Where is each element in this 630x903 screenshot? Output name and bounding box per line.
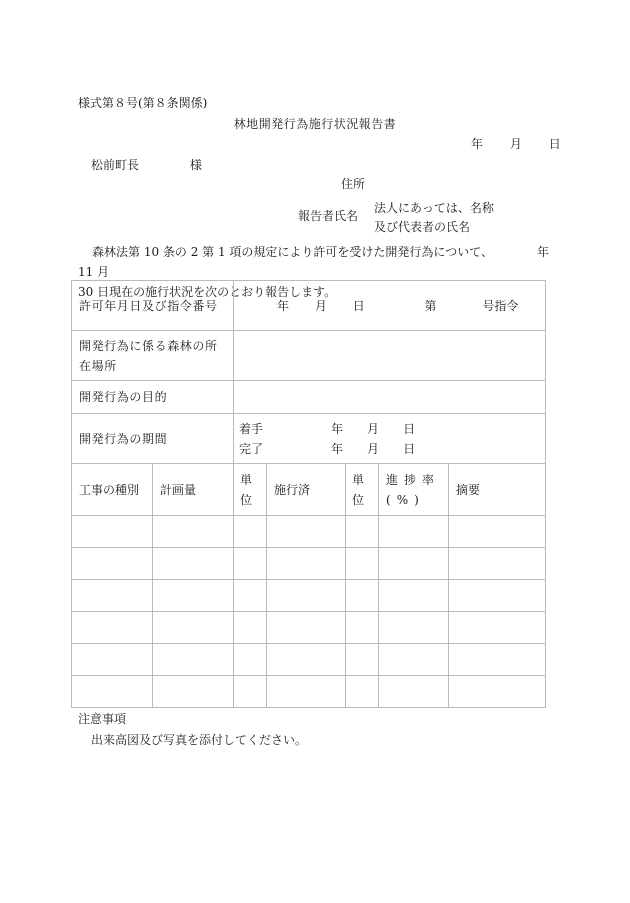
- notes-text: 出来高図及び写真を添付してください。: [91, 733, 308, 747]
- work-cell[interactable]: [234, 580, 267, 612]
- report-table: [71, 280, 546, 708]
- work-cell[interactable]: [153, 580, 234, 612]
- start-day-label: 日: [403, 421, 416, 436]
- start-year-label: 年: [331, 421, 344, 436]
- period-label: 開発行為の期間: [72, 414, 234, 464]
- permit-dai-label: 第: [424, 298, 437, 313]
- location-value-cell[interactable]: [234, 331, 546, 381]
- work-cell[interactable]: [234, 644, 267, 676]
- work-type-header: 工事の種別: [72, 464, 153, 516]
- corporation-note: 法人にあっては、名称及び代表者の氏名: [374, 201, 494, 234]
- work-cell[interactable]: [72, 612, 153, 644]
- work-cell[interactable]: [379, 676, 449, 708]
- purpose-row: [72, 381, 546, 414]
- work-cell[interactable]: [153, 612, 234, 644]
- date-year-label: 年: [471, 137, 484, 151]
- work-cell[interactable]: [234, 516, 267, 548]
- work-cell[interactable]: [346, 580, 379, 612]
- statement-line-2: 30 日現在の施行状況を次のとおり報告します。: [78, 285, 337, 299]
- document-title: 林地開発行為施行状況報告書: [233, 117, 397, 131]
- permit-day-label: 日: [352, 298, 365, 313]
- period-value-cell[interactable]: [234, 414, 546, 464]
- work-row: [72, 580, 546, 612]
- work-cell[interactable]: [379, 644, 449, 676]
- work-cell[interactable]: [379, 548, 449, 580]
- work-cell[interactable]: [379, 516, 449, 548]
- work-cell[interactable]: [267, 548, 346, 580]
- purpose-label: 開発行為の目的: [72, 381, 234, 414]
- work-header-row: [72, 464, 546, 516]
- work-cell[interactable]: [449, 516, 546, 548]
- work-cell[interactable]: [267, 644, 346, 676]
- permit-value-cell[interactable]: [234, 281, 546, 331]
- work-cell[interactable]: [72, 644, 153, 676]
- work-cell[interactable]: [153, 676, 234, 708]
- end-label: 完了: [239, 441, 264, 456]
- unit-header-1: 単位: [234, 464, 267, 516]
- form-number: 様式第８号(第８条関係): [78, 96, 208, 110]
- work-cell[interactable]: [346, 548, 379, 580]
- location-label: 開発行為に係る森林の所在場所: [72, 331, 234, 381]
- date-month-label: 月: [509, 137, 522, 151]
- work-row: [72, 676, 546, 708]
- work-row: [72, 644, 546, 676]
- purpose-value-cell[interactable]: [234, 381, 546, 414]
- completed-header: 施行済: [267, 464, 346, 516]
- work-row: [72, 516, 546, 548]
- planned-amount-header: 計画量: [153, 464, 234, 516]
- work-row: [72, 612, 546, 644]
- period-row: [72, 414, 546, 464]
- work-cell[interactable]: [234, 676, 267, 708]
- period-start: [239, 419, 538, 439]
- work-cell[interactable]: [72, 580, 153, 612]
- work-cell[interactable]: [346, 516, 379, 548]
- work-cell[interactable]: [267, 580, 346, 612]
- work-cell[interactable]: [72, 548, 153, 580]
- statement-line-1-tail: 年 11 月: [78, 245, 549, 279]
- work-cell[interactable]: [449, 548, 546, 580]
- work-cell[interactable]: [379, 580, 449, 612]
- work-cell[interactable]: [72, 516, 153, 548]
- report-date: [471, 138, 561, 150]
- work-cell[interactable]: [267, 676, 346, 708]
- work-cell[interactable]: [449, 612, 546, 644]
- permit-row: [72, 281, 546, 331]
- permit-month-label: 月: [314, 298, 327, 313]
- permit-year-label: 年: [277, 298, 290, 313]
- work-cell[interactable]: [234, 612, 267, 644]
- unit-header-2: 単位: [346, 464, 379, 516]
- work-cell[interactable]: [72, 676, 153, 708]
- work-cell[interactable]: [346, 676, 379, 708]
- work-cell[interactable]: [346, 612, 379, 644]
- remarks-header: 摘要: [449, 464, 546, 516]
- work-cell[interactable]: [234, 548, 267, 580]
- work-row: [72, 548, 546, 580]
- work-cell[interactable]: [267, 612, 346, 644]
- work-cell[interactable]: [153, 548, 234, 580]
- end-year-label: 年: [331, 441, 344, 456]
- notes-title: 注意事項: [78, 712, 127, 726]
- period-end: [239, 439, 538, 459]
- location-row: [72, 331, 546, 381]
- work-cell[interactable]: [153, 516, 234, 548]
- work-cell[interactable]: [379, 612, 449, 644]
- reporter-name-label: 報告者氏名: [298, 209, 359, 223]
- permit-label: 許可年月日及び指令番号: [72, 281, 234, 331]
- work-cell[interactable]: [346, 644, 379, 676]
- start-month-label: 月: [367, 421, 380, 436]
- work-cell[interactable]: [449, 644, 546, 676]
- address-label: 住所: [341, 177, 366, 191]
- progress-rate-header: 進捗率(%): [379, 464, 449, 516]
- statement-line-1: 森林法第 10 条の 2 第 1 項の規定により許可を受けた開発行為について、: [92, 245, 493, 259]
- permit-shirei-label: 号指令: [482, 298, 519, 313]
- date-day-label: 日: [548, 137, 561, 151]
- end-month-label: 月: [367, 441, 380, 456]
- work-cell[interactable]: [267, 516, 346, 548]
- start-label: 着手: [239, 421, 264, 436]
- work-cell[interactable]: [153, 644, 234, 676]
- work-cell[interactable]: [449, 580, 546, 612]
- end-day-label: 日: [403, 441, 416, 456]
- addressee-name: 松前町長: [91, 158, 140, 172]
- addressee: [91, 159, 202, 171]
- work-cell[interactable]: [449, 676, 546, 708]
- addressee-honorific: 様: [189, 158, 202, 172]
